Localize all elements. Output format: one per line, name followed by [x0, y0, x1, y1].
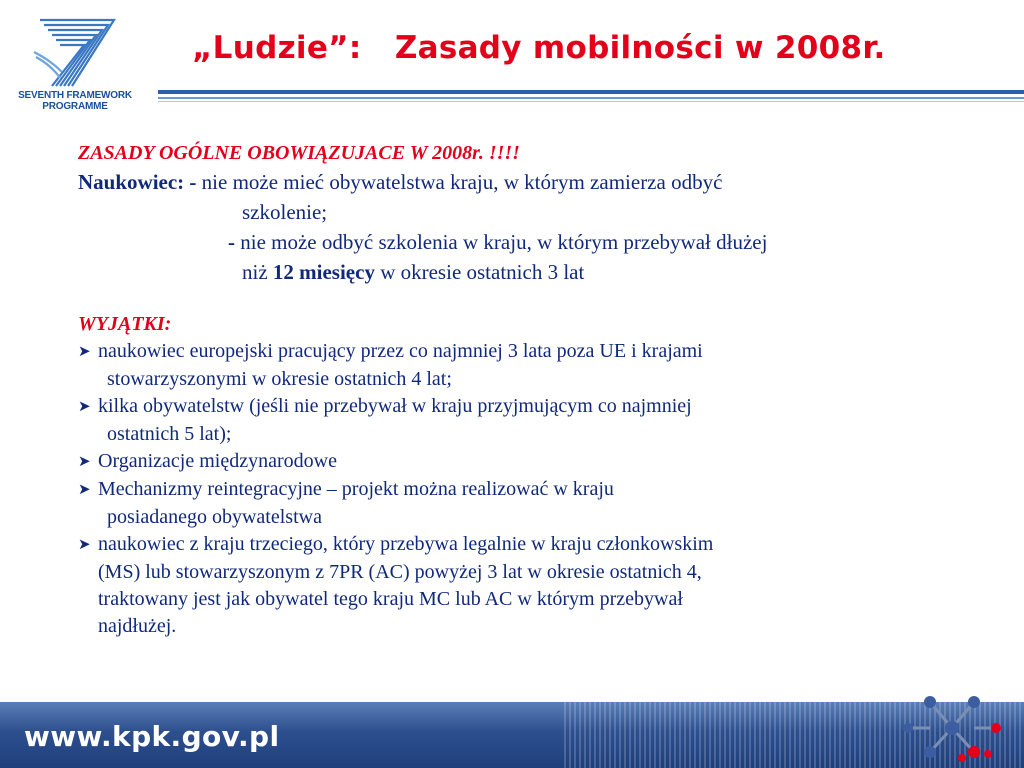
- fp7-logo-icon: [10, 12, 140, 88]
- exception-item: [78, 393, 978, 421]
- dash-1: -: [189, 170, 197, 194]
- exception-item: [78, 476, 978, 504]
- exception-line: Mechanizmy reintegracyjne – projekt można realizować w kraju: [98, 478, 614, 500]
- exception-line: najdłużej.: [98, 615, 177, 637]
- exception-item: [78, 531, 978, 559]
- arrow-bullet-icon: ➤: [78, 342, 91, 360]
- researcher-rule-2-bold: 12 miesięcy: [272, 260, 375, 284]
- footer-bar: [0, 702, 1024, 768]
- arrow-bullet-icon: ➤: [78, 535, 91, 553]
- arrow-bullet-icon: ➤: [78, 452, 91, 470]
- logo-caption-line2: PROGRAMME: [42, 101, 108, 112]
- spacer: [78, 287, 978, 311]
- exception-line: naukowiec europejski pracujący przez co najmniej 3 lata poza UE i krajami: [98, 340, 703, 362]
- dash-2: -: [228, 230, 235, 254]
- slide-body: [78, 140, 978, 640]
- exception-line: stowarzyszonymi w okresie ostatnich 4 lat;: [107, 368, 452, 390]
- researcher-rule-2: [78, 227, 978, 257]
- page-title: „Ludzie”: Zasady mobilności w 2008r.: [192, 30, 886, 66]
- exception-line: (MS) lub stowarzyszonym z 7PR (AC) powyżej 3 lat w okresie ostatnich 4,: [98, 561, 702, 583]
- exception-item: [78, 338, 978, 366]
- researcher-rule-2-cont: [78, 257, 978, 287]
- researcher-rule-2-pre: niż: [242, 260, 268, 284]
- header-rule-thin: [158, 97, 1024, 99]
- header-rule-thin-light: [158, 101, 1024, 102]
- molecule-icon: [896, 688, 1008, 768]
- fp7-logo: [10, 12, 140, 122]
- exception-line: kilka obywatelstw (jeśli nie przebywał w kraju przyjmującym co najmniej: [98, 395, 692, 417]
- exception-item: [78, 448, 978, 476]
- researcher-rule-1: [78, 167, 978, 197]
- arrow-bullet-icon: ➤: [78, 480, 91, 498]
- researcher-rule-2-text-a: nie może odbyć szkolenia w kraju, w którym przebywał dłużej: [240, 230, 768, 254]
- researcher-rule-1-text-b: szkolenie;: [242, 200, 328, 224]
- exception-line: traktowany jest jak obywatel tego kraju MC lub AC w którym przebywał: [98, 588, 683, 610]
- exception-line: posiadanego obywatelstwa: [107, 506, 322, 528]
- exceptions-heading: WYJĄTKI:: [78, 313, 172, 335]
- general-rules-heading: ZASADY OGÓLNE OBOWIĄZUJACE W 2008r. !!!!: [78, 142, 520, 164]
- arrow-bullet-icon: ➤: [78, 397, 91, 415]
- footer-url-link[interactable]: www.kpk.gov.pl: [24, 720, 280, 753]
- exception-line: Organizacje międzynarodowe: [98, 450, 337, 472]
- logo-caption-line1: SEVENTH FRAMEWORK: [18, 90, 132, 101]
- exception-line: naukowiec z kraju trzeciego, który przebywa legalnie w kraju członkowskim: [98, 533, 714, 555]
- fp7-logo-caption: [10, 90, 140, 112]
- researcher-rule-2-post: w okresie ostatnich 3 lat: [380, 260, 585, 284]
- researcher-label: Naukowiec:: [78, 170, 185, 194]
- header-rule-thick: [158, 90, 1024, 94]
- researcher-rule-1-text-a: nie może mieć obywatelstwa kraju, w którym zamierza odbyć: [201, 170, 723, 194]
- exception-line: ostatnich 5 lat);: [107, 423, 232, 445]
